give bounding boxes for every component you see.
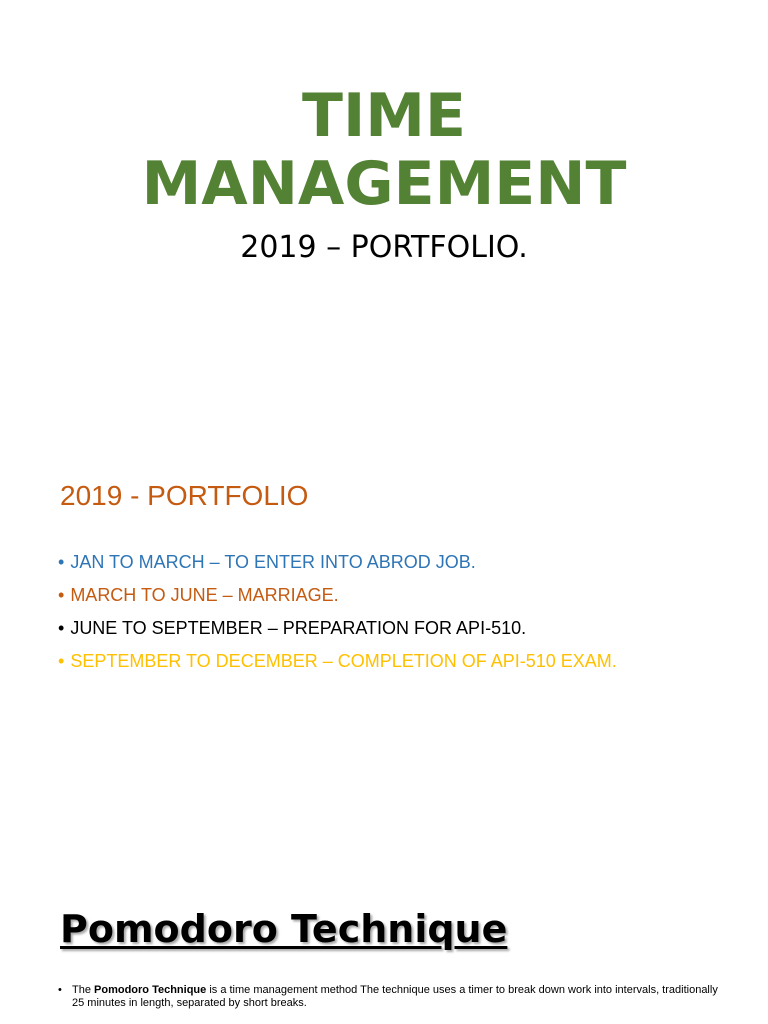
portfolio-heading: 2019 - PORTFOLIO (60, 480, 309, 511)
list-item (58, 645, 617, 678)
description-body: is a time management method The technique uses a timer to break down work into intervals, traditionally 25 minutes in length, separated by short breaks. (72, 984, 718, 1009)
slide-pomodoro (0, 890, 768, 1024)
title-line-2: MANAGEMENT (141, 149, 627, 219)
list-item-text: JAN TO MARCH – TO ENTER INTO ABROD JOB. (70, 552, 476, 572)
list-item (58, 612, 617, 645)
portfolio-list (58, 546, 617, 678)
list-item-text: SEPTEMBER TO DECEMBER – COMPLETION OF API-510 EXAM. (70, 651, 617, 671)
bullet-icon: • (58, 585, 65, 605)
main-title (0, 82, 768, 218)
pomodoro-title: Pomodoro Technique (60, 907, 508, 951)
slide-title (0, 0, 768, 300)
list-item-text: JUNE TO SEPTEMBER – PREPARATION FOR API-510. (70, 618, 527, 638)
description-bold-term: Pomodoro Technique (94, 984, 207, 996)
list-item-text: MARCH TO JUNE – MARRIAGE. (70, 585, 339, 605)
title-line-1: TIME (302, 81, 466, 151)
bullet-icon: • (58, 984, 62, 996)
subtitle: 2019 – PORTFOLIO. (240, 230, 528, 265)
bullet-icon: • (58, 618, 65, 638)
description-text (72, 984, 718, 1010)
bullet-icon: • (58, 552, 65, 572)
list-item (58, 579, 617, 612)
slide-portfolio (0, 460, 768, 720)
list-item (58, 546, 617, 579)
bullet-icon: • (58, 651, 65, 671)
pomodoro-description (58, 984, 718, 1010)
description-prefix: The (72, 984, 95, 996)
